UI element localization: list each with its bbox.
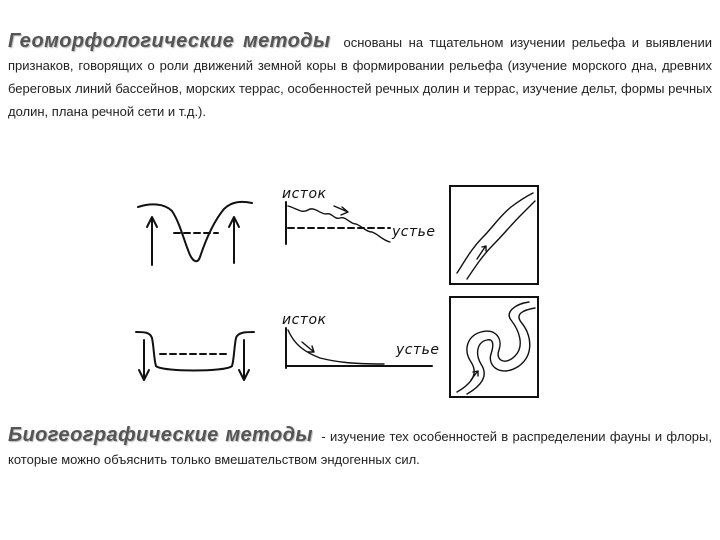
- v-valley-cross-section: [130, 185, 260, 285]
- mouth-label-top: устье: [392, 224, 436, 240]
- u-valley-cross-section: [130, 322, 260, 392]
- biogeo-title: Биогеографические методы: [8, 424, 313, 446]
- source-label-top: исток: [282, 186, 327, 202]
- geomorph-title: Геоморфологические методы: [8, 30, 331, 52]
- straight-channel-plan: [449, 185, 539, 285]
- channel-bank-right: [467, 201, 535, 279]
- geomorph-paragraph: [8, 30, 712, 123]
- meander-channel-plan: [449, 296, 539, 398]
- profile-bottom-curve: [288, 330, 384, 364]
- biogeo-paragraph: [8, 424, 712, 471]
- source-label-bottom: исток: [282, 312, 327, 328]
- geomorph-text: основаны на тщательном изучении рельефа и выявлении признаков, говорящих о роли движений земной коры в формировании рельефа (изучение морского дна, древних береговых линий бассейнов, морских террас, особенностей речных долин и террас, изучение дельт, формы речных долин, плана речной сети и т.д.).: [8, 35, 712, 119]
- profile-bottom-arrow: [302, 342, 314, 352]
- biogeo-text: - изучение тех особенностей в распределении фауны и флоры, которые можно объяснить только вмешательством эндогенных сил.: [8, 429, 712, 467]
- longitudinal-profile-bottom: [272, 306, 452, 376]
- u-valley-profile-line: [136, 332, 254, 371]
- mouth-label-bottom: устье: [396, 342, 440, 358]
- longitudinal-profile-top: [272, 180, 452, 260]
- meander-bank-right: [467, 308, 535, 394]
- channel-bank-left: [457, 193, 533, 273]
- profile-top-arrow: [334, 206, 348, 215]
- channel-flow-arrow: [477, 246, 486, 259]
- meander-flow-arrow: [471, 371, 478, 380]
- profile-top-curve: [288, 206, 390, 242]
